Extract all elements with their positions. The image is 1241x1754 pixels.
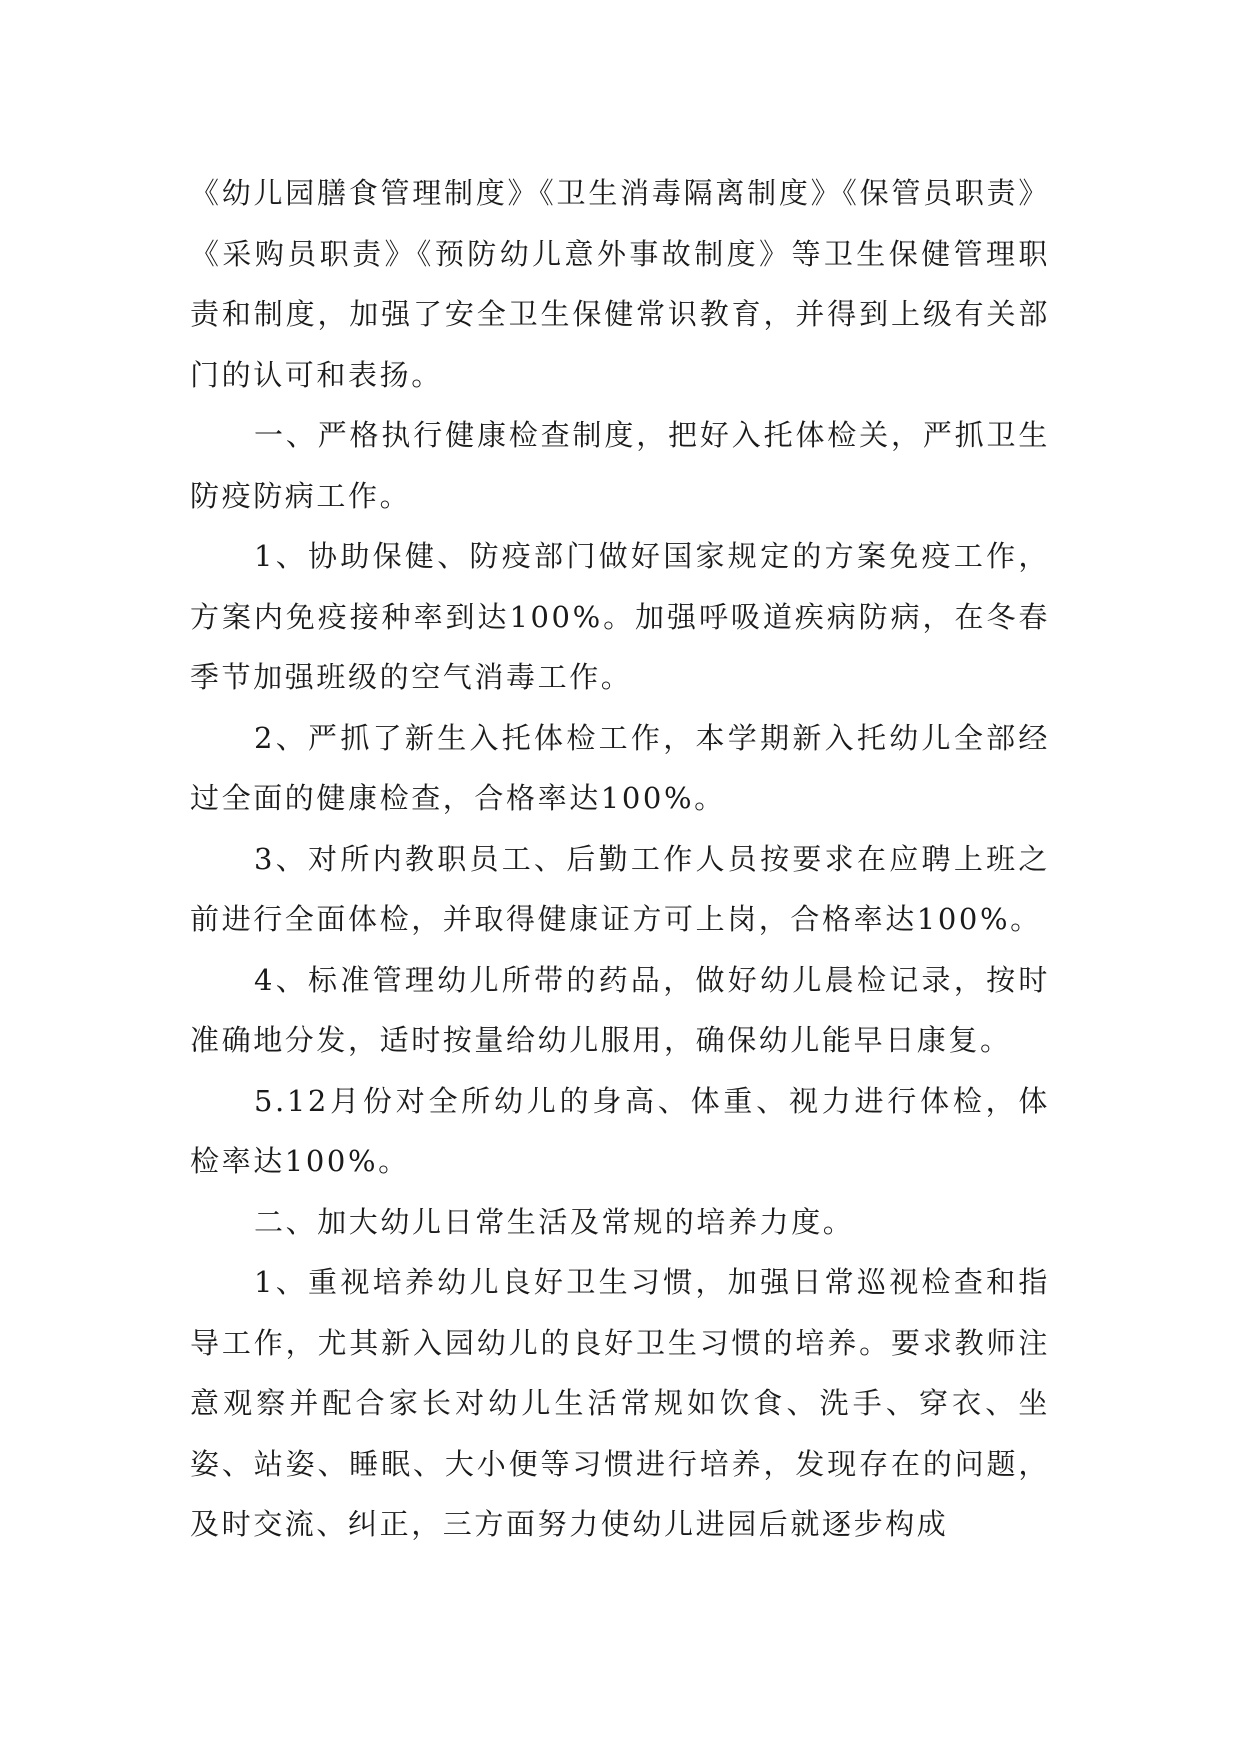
paragraph-item-3-staff-checkup: 3、对所内教职员工、后勤工作人员按要求在应聘上班之前进行全面体检，并取得健康证方可上岗，合格率达100%。	[190, 841, 1050, 936]
paragraph-section-two-heading: 二、加大幼儿日常生活及常规的培养力度。	[254, 1204, 855, 1239]
paragraph-regulations: 《幼儿园膳食管理制度》《卫生消毒隔离制度》《保管员职责》《采购员职责》《预防幼儿意外事故制度》等卫生保健管理职责和制度，加强了安全卫生保健常识教育，并得到上级有关部门的认可和表扬。	[190, 176, 1050, 392]
paragraph-item-4-medicine: 4、标准管理幼儿所带的药品，做好幼儿晨检记录，按时准确地分发，适时按量给幼儿服用，确保幼儿能早日康复。	[190, 962, 1050, 1057]
paragraph-item-5-december-checkup: 5.12月份对全所幼儿的身高、体重、视力进行体检，体检率达100%。	[190, 1083, 1050, 1178]
paragraph-section-one-heading: 一、严格执行健康检查制度，把好入托体检关，严抓卫生防疫防病工作。	[190, 418, 1050, 513]
paragraph-hygiene-habits: 1、重视培养幼儿良好卫生习惯，加强日常巡视检查和指导工作，尤其新入园幼儿的良好卫生习惯的培养。要求教师注意观察并配合家长对幼儿生活常规如饮食、洗手、穿衣、坐姿、站姿、睡眠、大小便等习惯进行培养，发现存在的问题，及时交流、纠正，三方面努力使幼儿进园后就逐步构成	[190, 1265, 1050, 1541]
paragraph-item-1-immunization: 1、协助保健、防疫部门做好国家规定的方案免疫工作，方案内免疫接种率到达100%。加强呼吸道疾病防病，在冬春季节加强班级的空气消毒工作。	[190, 539, 1050, 694]
paragraph-item-2-new-enrollment: 2、严抓了新生入托体检工作，本学期新入托幼儿全部经过全面的健康检查，合格率达100%。	[190, 720, 1050, 815]
document-body	[190, 163, 1050, 1555]
